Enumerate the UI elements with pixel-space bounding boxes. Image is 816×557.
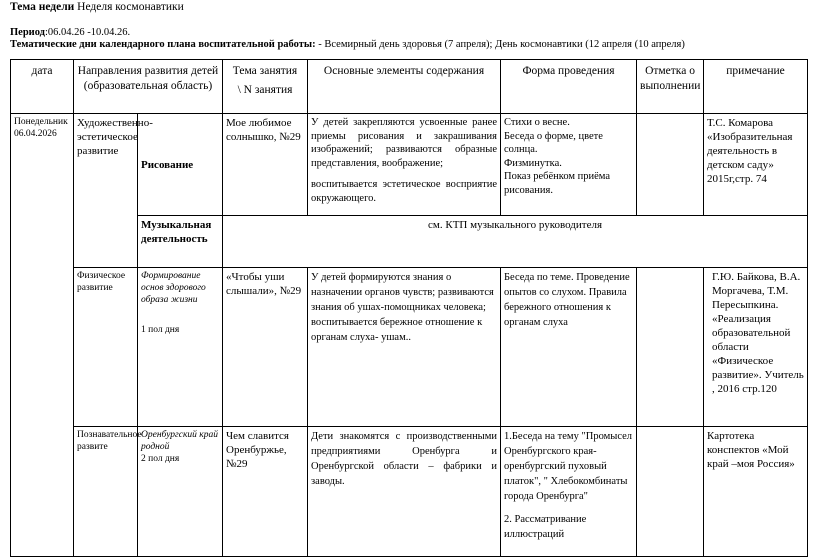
- topic-cell: «Чтобы уши слышали», №29: [223, 268, 308, 427]
- header-date: дата: [11, 60, 74, 114]
- period-value: :06.04.26 -10.04.26.: [44, 27, 131, 38]
- activity-cell: Рисование: [138, 114, 223, 216]
- content-part-1: У детей закрепляются усвоенные ранее приемы рисования и закрашивания изображений; развиваются образные представления, воображение;: [311, 117, 498, 169]
- content-part-2: воспитывается эстетическое восприятие окружающего.: [311, 179, 498, 204]
- mark-cell: [637, 114, 704, 216]
- period-label: Период: [10, 27, 45, 38]
- mark-cell: [637, 427, 704, 557]
- header-row: [11, 60, 808, 114]
- table-row: [11, 268, 808, 427]
- form-cell: [501, 114, 637, 216]
- topic-cell: Чем славится Оренбуржье, №29: [223, 427, 308, 557]
- mark-cell: [637, 268, 704, 427]
- days-line: [10, 39, 685, 50]
- activity-label: Формирование основ здорового образа жизни: [141, 271, 206, 305]
- form-item-1: 1.Беседа на тему "Промысел Оренбургского края- оренбургский пуховый платок", " Хлебокомбинаты города Оренбурга": [504, 431, 633, 502]
- merged-note-cell: см. КТП музыкального руководителя: [223, 216, 808, 268]
- content-cell: У детей формируются знания о назначении органов чувств; развиваются знания об ушах-помощниках человека; воспитывается бережное отношение к органам слуха- ушам..: [308, 268, 501, 427]
- table-row: [11, 114, 808, 216]
- activity-label: Оренбургский край родной: [141, 430, 218, 452]
- form-cell: Беседа по теме. Проведение опытов со слухом. Правила бережного отношения к органам слуха: [501, 268, 637, 427]
- form-item-3: Физминутка.: [504, 157, 562, 169]
- header-content: Основные элементы содержания: [308, 60, 501, 114]
- note-cell: Г.Ю. Байкова, В.А. Моргачева, Т.М. Пересыпкина. «Реализация образовательной области «Физическое развитие». Учитель , 2016 стр.120: [704, 268, 808, 427]
- days-value: - Всемирный день здоровья (7 апреля); День космонавтики (12 апреля (10 апреля): [318, 39, 685, 50]
- week-label: Тема недели: [10, 1, 75, 13]
- table-row: [11, 427, 808, 557]
- form-cell: [501, 427, 637, 557]
- topic-cell: Мое любимое солнышко, №29: [223, 114, 308, 216]
- half-day-label: 2 пол дня: [141, 454, 180, 464]
- header-topic: [223, 60, 308, 114]
- days-label: Тематические дни календарного плана воспитательной работы:: [10, 39, 316, 50]
- activity-cell: [138, 268, 223, 427]
- header-topic-line1: Тема занятия: [232, 65, 298, 77]
- plan-table: [10, 59, 808, 557]
- area-cell: Познавательное развите: [74, 427, 138, 557]
- period-line: [10, 27, 130, 38]
- half-day-label: 1 пол дня: [141, 325, 180, 335]
- form-item-2: 2. Рассматривание иллюстраций: [504, 514, 587, 540]
- form-item-2: Беседа о форме, цвете солнца.: [504, 130, 603, 155]
- header-topic-line2: \ N занятия: [237, 84, 293, 96]
- week-line: [10, 1, 184, 13]
- area-cell: Художественно-эстетическое развитие: [74, 114, 138, 268]
- header-mark: Отметка о выполнении: [637, 60, 704, 114]
- header-note: примечание: [704, 60, 808, 114]
- week-value: Неделя космонавтики: [77, 1, 184, 13]
- header-direction: Направления развития детей (образовательная область): [74, 60, 223, 114]
- form-item-1: Стихи о весне.: [504, 117, 570, 128]
- content-cell: [308, 114, 501, 216]
- activity-cell: Музыкальная деятельность: [138, 216, 223, 268]
- content-cell: Дети знакомятся с производственными предприятиями Оренбурга и Оренбургской области – фабрики и заводы.: [308, 427, 501, 557]
- area-cell: Физическое развитие: [74, 268, 138, 427]
- activity-cell: [138, 427, 223, 557]
- note-cell: Картотека конспектов «Мой край –моя Россия»: [704, 427, 808, 557]
- form-item-4: Показ ребёнком приёма рисования.: [504, 171, 611, 196]
- note-cell: Т.С. Комарова «Изобразительная деятельность в детском саду» 2015г,стр. 74: [704, 114, 808, 216]
- header-form: Форма проведения: [501, 60, 637, 114]
- date-cell: Понедельник 06.04.2026: [11, 114, 74, 557]
